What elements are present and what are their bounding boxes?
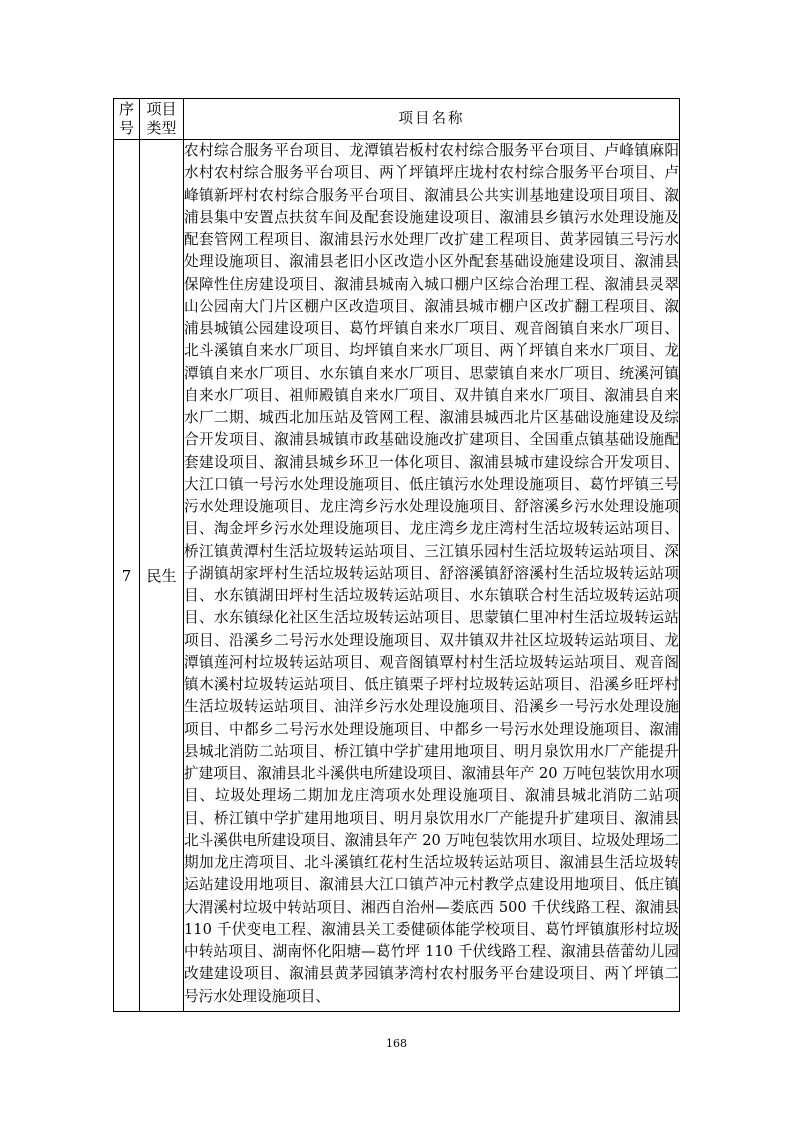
header-project-type: 项目类型 bbox=[140, 99, 184, 140]
row-serial-number: 7 bbox=[114, 140, 140, 1012]
table-header-row bbox=[114, 99, 680, 140]
project-table bbox=[113, 98, 680, 1012]
row-project-type: 民生 bbox=[140, 140, 184, 1012]
header-project-name: 项目名称 bbox=[184, 99, 680, 140]
table-row bbox=[114, 140, 680, 1012]
row-project-names: 农村综合服务平台项目、龙潭镇岩板村农村综合服务平台项目、卢峰镇麻阳水村农村综合服务平台项目、两丫坪镇坪庄垅村农村综合服务平台项目、卢峰镇新坪村农村综合服务平台项目、溆浦县公共实训基地建设项目项目、溆浦县集中安置点扶贫车间及配套设施建设项目、溆浦县乡镇污水处理设施及配套管网工程项目、溆浦县污水处理厂改扩建工程项目、黄茅园镇三号污水处理设施项目、溆浦县老旧小区改造小区外配套基础设施建设项目、溆浦县保障性住房建设项目、溆浦县城南入城口棚户区综合治理工程、溆浦县灵翠山公园南大门片区棚户区改造项目、溆浦县城市棚户区改扩翻工程项目、溆浦县城镇公园建设项目、葛竹坪镇自来水厂项目、观音阁镇自来水厂项目、北斗溪镇自来水厂项目、均坪镇自来水厂项目、两丫坪镇自来水厂项目、龙潭镇自来水厂项目、水东镇自来水厂项目、思蒙镇自来水厂项目、统溪河镇自来水厂项目、祖师殿镇自来水厂项目、双井镇自来水厂项目、溆浦县自来水厂二期、城西北加压站及管网工程、溆浦县城西北片区基础设施建设及综合开发项目、溆浦县城镇市政基础设施改扩建项目、全国重点镇基础设施配套建设项目、溆浦县城乡环卫一体化项目、溆浦县城市建设综合开发项目、大江口镇一号污水处理设施项目、低庄镇污水处理设施项目、葛竹坪镇三号污水处理设施项目、龙庄湾乡污水处理设施项目、舒溶溪乡污水处理设施项目、淘金坪乡污水处理设施项目、龙庄湾乡龙庄湾村生活垃圾转运站项目、桥江镇黄潭村生活垃圾转运站项目、三江镇乐园村生活垃圾转运站项目、深子湖镇胡家坪村生活垃圾转运站项目、舒溶溪镇舒溶溪村生活垃圾转运站项目、水东镇湖田坪村生活垃圾转运站项目、水东镇联合村生活垃圾转运站项目、水东镇绿化社区生活垃圾转运站项目、思蒙镇仁里冲村生活垃圾转运站项目、沿溪乡二号污水处理设施项目、双井镇双井社区垃圾转运站项目、龙潭镇莲河村垃圾转运站项目、观音阁镇覃村村生活垃圾转运站项目、观音阁镇木溪村垃圾转运站项目、低庄镇栗子坪村垃圾转运站项目、沿溪乡旺坪村生活垃圾转运站项目、油洋乡污水处理设施项目、沿溪乡一号污水处理设施项目、中都乡二号污水处理设施项目、中都乡一号污水处理设施项目、溆浦县城北消防二站项目、桥江镇中学扩建用地项目、明月泉饮用水厂产能提升扩建项目、溆浦县北斗溪供电所建设项目、溆浦县年产 20 万吨包装饮用水项目、垃圾处理场二期加龙庄湾项水处理设施项目、溆浦县城北消防二站项目、桥江镇中学扩建用地项目、明月泉饮用水厂产能提升扩建项目、溆浦县北斗溪供电所建设项目、溆浦县年产 20 万吨包装饮用水项目、垃圾处理场二期加龙庄湾项目、北斗溪镇红花村生活垃圾转运站项目、溆浦县生活垃圾转运站建设用地项目、溆浦县大江口镇芦冲元村教学点建设用地项目、低庄镇大渭溪村垃圾中转站项目、湘西自治州—娄底西 500 千伏线路工程、溆浦县 110 千伏变电工程、溆浦县关工委健硕体能学校项目、葛竹坪镇旗形村垃圾中转站项目、湖南怀化阳塘—葛竹坪 110 千伏线路工程、溆浦县蓓蕾幼儿园改建建设项目、溆浦县黄茅园镇茅湾村农村服务平台建设项目、两丫坪镇二号污水处理设施项目、 bbox=[184, 140, 680, 1012]
header-serial-number: 序号 bbox=[114, 99, 140, 140]
page-number: 168 bbox=[386, 1037, 407, 1050]
